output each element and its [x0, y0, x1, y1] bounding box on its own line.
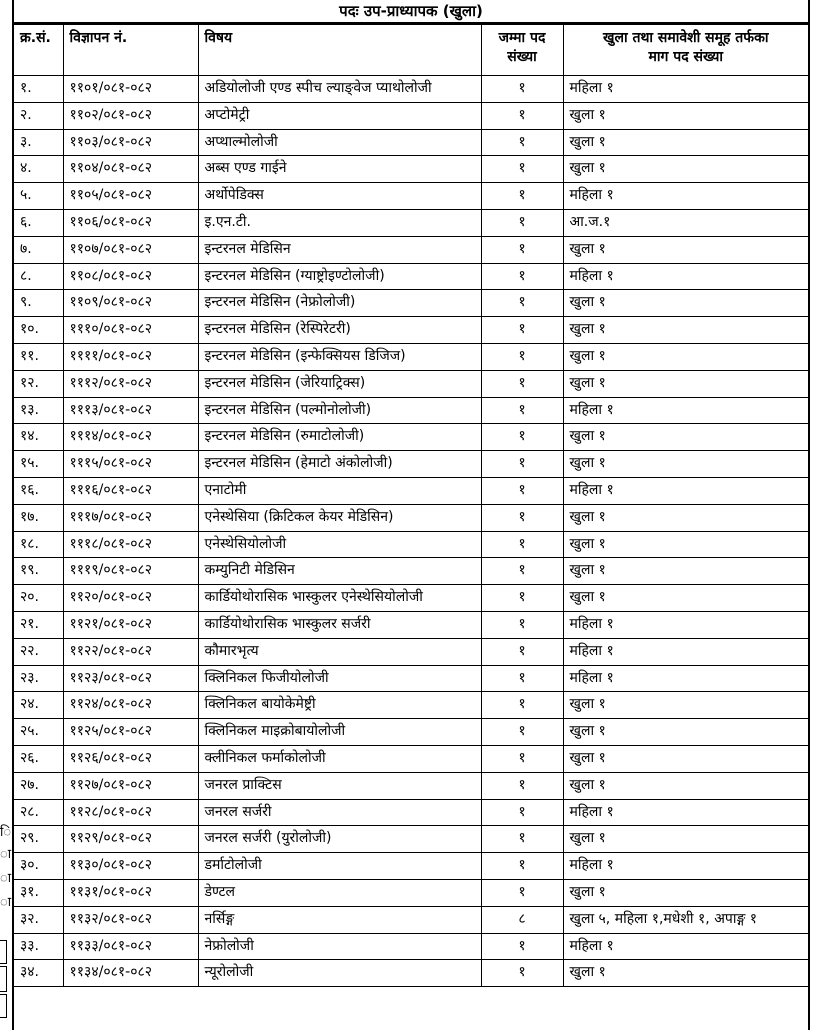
quota-cell: आ.ज.१ — [563, 209, 808, 236]
table-row — [14, 933, 808, 960]
quota-cell: खुला १ — [563, 719, 808, 746]
total-cell: १ — [481, 665, 563, 692]
table-row — [14, 424, 808, 451]
serial-cell: ३४. — [14, 960, 63, 987]
serial-cell: २८. — [14, 799, 63, 826]
ad-no-cell: ११०५/०८१-०८२ — [63, 183, 198, 210]
subject-cell: एनाटोमी — [198, 477, 481, 504]
subject-cell: जनरल सर्जरी (युरोलोजी) — [198, 826, 481, 853]
total-cell: १ — [481, 209, 563, 236]
margin-box — [0, 994, 7, 1018]
serial-cell: १४. — [14, 424, 63, 451]
quota-cell: महिला १ — [563, 183, 808, 210]
quota-cell: खुला १ — [563, 290, 808, 317]
subject-cell: इन्टरनल मेडिसिन (रुमाटोलोजी) — [198, 424, 481, 451]
serial-cell: १८. — [14, 531, 63, 558]
total-cell: १ — [481, 504, 563, 531]
ad-no-cell: १११२/०८१-०८२ — [63, 370, 198, 397]
total-cell: १ — [481, 879, 563, 906]
table-row — [14, 745, 808, 772]
ad-no-cell: ११२३/०८१-०८२ — [63, 665, 198, 692]
ad-no-cell: ११३२/०८१-०८२ — [63, 906, 198, 933]
table-row — [14, 477, 808, 504]
ad-no-cell: ११०७/०८१-०८२ — [63, 236, 198, 263]
quota-cell: महिला १ — [563, 665, 808, 692]
table-row — [14, 853, 808, 880]
serial-cell: १०. — [14, 317, 63, 344]
serial-cell: १९. — [14, 558, 63, 585]
quota-cell: खुला १ — [563, 692, 808, 719]
ad-no-cell: ११०६/०८१-०८२ — [63, 209, 198, 236]
header-row — [14, 25, 808, 76]
quota-cell: खुला ५, महिला १,मधेशी १, अपाङ्ग १ — [563, 906, 808, 933]
table-row — [14, 263, 808, 290]
total-cell: १ — [481, 853, 563, 880]
serial-cell: १६. — [14, 477, 63, 504]
total-cell: १ — [481, 102, 563, 129]
ad-no-cell: ११०२/०८१-०८२ — [63, 102, 198, 129]
table-row — [14, 343, 808, 370]
table-row — [14, 76, 808, 103]
post-title: पदः उप-प्राध्यापक (खुला) — [14, 0, 808, 24]
serial-cell: २७. — [14, 772, 63, 799]
total-cell: १ — [481, 129, 563, 156]
serial-cell: २५. — [14, 719, 63, 746]
quota-cell: महिला १ — [563, 638, 808, 665]
table-row — [14, 665, 808, 692]
serial-cell: २६. — [14, 745, 63, 772]
serial-cell: ४. — [14, 156, 63, 183]
margin-box — [0, 940, 7, 964]
subject-cell: अप्टोमेट्री — [198, 102, 481, 129]
total-cell: १ — [481, 290, 563, 317]
table-row — [14, 772, 808, 799]
quota-cell: महिला १ — [563, 397, 808, 424]
table-row — [14, 799, 808, 826]
ad-no-cell: १११०/०८१-०८२ — [63, 317, 198, 344]
ad-no-cell: ११३३/०८१-०८२ — [63, 933, 198, 960]
quota-cell: खुला १ — [563, 531, 808, 558]
table-row — [14, 826, 808, 853]
total-cell: १ — [481, 343, 563, 370]
quota-cell: खुला १ — [563, 960, 808, 987]
subject-cell: इन्टरनल मेडिसिन (हेमाटो अंकोलोजी) — [198, 451, 481, 478]
quota-cell: खुला १ — [563, 424, 808, 451]
ad-no-cell: ११२७/०८१-०८२ — [63, 772, 198, 799]
quota-cell: खुला १ — [563, 585, 808, 612]
ad-no-cell: ११०१/०८१-०८२ — [63, 76, 198, 103]
ad-no-cell: ११२९/०८१-०८२ — [63, 826, 198, 853]
subject-cell: इन्टरनल मेडिसिन (ग्याष्ट्रोइण्टोलोजी) — [198, 263, 481, 290]
margin-fragment: ि — [0, 825, 12, 840]
ad-no-cell: १११३/०८१-०८२ — [63, 397, 198, 424]
ad-no-cell: ११०८/०८१-०८२ — [63, 263, 198, 290]
quota-cell: खुला १ — [563, 558, 808, 585]
serial-cell: २४. — [14, 692, 63, 719]
ad-no-cell: ११०३/०८१-०८२ — [63, 129, 198, 156]
quota-cell: महिला १ — [563, 799, 808, 826]
quota-cell: खुला १ — [563, 343, 808, 370]
header-serial: क्र.सं. — [14, 25, 63, 76]
serial-cell: ११. — [14, 343, 63, 370]
table-row — [14, 879, 808, 906]
ad-no-cell: ११२०/०८१-०८२ — [63, 585, 198, 612]
quota-cell: खुला १ — [563, 451, 808, 478]
serial-cell: २०. — [14, 585, 63, 612]
total-cell: १ — [481, 826, 563, 853]
table-row — [14, 290, 808, 317]
quota-cell: खुला १ — [563, 745, 808, 772]
serial-cell: २२. — [14, 638, 63, 665]
subject-cell: इन्टरनल मेडिसिन (जेरियाट्रिक्स) — [198, 370, 481, 397]
subject-cell: कार्डियोथोरासिक भास्कुलर एनेस्थेसियोलोजी — [198, 585, 481, 612]
table-row — [14, 558, 808, 585]
serial-cell: ३. — [14, 129, 63, 156]
serial-cell: २. — [14, 102, 63, 129]
total-cell: १ — [481, 451, 563, 478]
total-cell: १ — [481, 558, 563, 585]
serial-cell: २१. — [14, 611, 63, 638]
subject-cell: अब्स एण्ड गाईने — [198, 156, 481, 183]
ad-no-cell: ११०९/०८१-०८२ — [63, 290, 198, 317]
quota-cell: खुला १ — [563, 772, 808, 799]
total-cell: १ — [481, 531, 563, 558]
table-row — [14, 209, 808, 236]
subject-cell: अप्थाल्मोलोजी — [198, 129, 481, 156]
quota-cell: खुला १ — [563, 370, 808, 397]
quota-cell: खुला १ — [563, 317, 808, 344]
subject-cell: नेफ्रोलोजी — [198, 933, 481, 960]
subject-cell: जनरल प्राक्टिस — [198, 772, 481, 799]
margin-box — [0, 966, 7, 992]
serial-cell: ३३. — [14, 933, 63, 960]
subject-cell: जनरल सर्जरी — [198, 799, 481, 826]
subject-cell: नर्सिङ्ग — [198, 906, 481, 933]
ad-no-cell: ११११/०८१-०८२ — [63, 343, 198, 370]
subject-cell: क्लीनिकल फर्माकोलोजी — [198, 745, 481, 772]
subject-cell: क्लिनिकल बायोकेमेष्ट्री — [198, 692, 481, 719]
quota-cell: महिला १ — [563, 853, 808, 880]
quota-cell: महिला १ — [563, 263, 808, 290]
table-row — [14, 960, 808, 987]
total-cell: १ — [481, 799, 563, 826]
ad-no-cell: १११९/०८१-०८२ — [63, 558, 198, 585]
table-row — [14, 317, 808, 344]
total-cell: १ — [481, 156, 563, 183]
quota-cell: खुला १ — [563, 879, 808, 906]
table-row — [14, 611, 808, 638]
serial-cell: ६. — [14, 209, 63, 236]
ad-no-cell: ११२१/०८१-०८२ — [63, 611, 198, 638]
table-row — [14, 906, 808, 933]
table-row — [14, 451, 808, 478]
subject-cell: इन्टरनल मेडिसिन (नेफ्रोलोजी) — [198, 290, 481, 317]
total-cell: १ — [481, 477, 563, 504]
quota-cell: महिला १ — [563, 611, 808, 638]
ad-no-cell: ११३४/०८१-०८२ — [63, 960, 198, 987]
subject-cell: इन्टरनल मेडिसिन (पल्मोनोलोजी) — [198, 397, 481, 424]
subject-cell: इ.एन.टी. — [198, 209, 481, 236]
quota-cell: खुला १ — [563, 102, 808, 129]
quota-cell: खुला १ — [563, 504, 808, 531]
subject-cell: अर्थोपेडिक्स — [198, 183, 481, 210]
serial-cell: ८. — [14, 263, 63, 290]
table-row — [14, 129, 808, 156]
total-cell: १ — [481, 370, 563, 397]
subject-cell: इन्टरनल मेडिसिन — [198, 236, 481, 263]
subject-cell: कौमारभृत्य — [198, 638, 481, 665]
subject-cell: न्यूरोलोजी — [198, 960, 481, 987]
total-cell: १ — [481, 719, 563, 746]
header-subject: विषय — [198, 25, 481, 76]
ad-no-cell: १११६/०८१-०८२ — [63, 477, 198, 504]
total-cell: १ — [481, 692, 563, 719]
ad-no-cell: ११२२/०८१-०८२ — [63, 638, 198, 665]
total-cell: १ — [481, 424, 563, 451]
table-body — [14, 76, 808, 987]
header-quota: खुला तथा समावेशी समूह तर्फका माग पद संख्या — [563, 25, 808, 76]
subject-cell: डर्माटोलोजी — [198, 853, 481, 880]
ad-no-cell: ११२८/०८१-०८२ — [63, 799, 198, 826]
subject-cell: एनेस्थेसियोलोजी — [198, 531, 481, 558]
total-cell: १ — [481, 745, 563, 772]
subject-cell: इन्टरनल मेडिसिन (इन्फेक्सियस डिजिज) — [198, 343, 481, 370]
subject-cell: कार्डियोथोरासिक भास्कुलर सर्जरी — [198, 611, 481, 638]
vacancy-document — [12, 0, 810, 1030]
table-row — [14, 504, 808, 531]
subject-cell: डेण्टल — [198, 879, 481, 906]
subject-cell: अडियोलोजी एण्ड स्पीच ल्याङ्वेज प्याथोलोजी — [198, 76, 481, 103]
quota-cell: महिला १ — [563, 933, 808, 960]
margin-fragment: ा — [0, 895, 12, 910]
ad-no-cell: ११३०/०८१-०८२ — [63, 853, 198, 880]
serial-cell: १. — [14, 76, 63, 103]
margin-fragment: ा — [0, 871, 12, 886]
serial-cell: २३. — [14, 665, 63, 692]
ad-no-cell: १११५/०८१-०८२ — [63, 451, 198, 478]
total-cell: १ — [481, 263, 563, 290]
serial-cell: २९. — [14, 826, 63, 853]
total-cell: १ — [481, 183, 563, 210]
quota-cell: खुला १ — [563, 129, 808, 156]
table-row — [14, 102, 808, 129]
serial-cell: १७. — [14, 504, 63, 531]
quota-cell: खुला १ — [563, 156, 808, 183]
ad-no-cell: १११४/०८१-०८२ — [63, 424, 198, 451]
table-row — [14, 183, 808, 210]
table-row — [14, 397, 808, 424]
serial-cell: ९. — [14, 290, 63, 317]
table-row — [14, 638, 808, 665]
quota-cell: खुला १ — [563, 826, 808, 853]
subject-cell: क्लिनिकल फिजीयोलोजी — [198, 665, 481, 692]
serial-cell: १२. — [14, 370, 63, 397]
serial-cell: ३०. — [14, 853, 63, 880]
table-row — [14, 370, 808, 397]
total-cell: १ — [481, 960, 563, 987]
quota-cell: महिला १ — [563, 477, 808, 504]
ad-no-cell: ११२५/०८१-०८२ — [63, 719, 198, 746]
subject-cell: क्लिनिकल माइक्रोबायोलोजी — [198, 719, 481, 746]
table-row — [14, 531, 808, 558]
ad-no-cell: ११३१/०८१-०८२ — [63, 879, 198, 906]
left-margin-fragments — [0, 0, 12, 1024]
serial-cell: ३२. — [14, 906, 63, 933]
total-cell: १ — [481, 772, 563, 799]
serial-cell: १५. — [14, 451, 63, 478]
table-row — [14, 692, 808, 719]
total-cell: १ — [481, 397, 563, 424]
ad-no-cell: १११८/०८१-०८२ — [63, 531, 198, 558]
subject-cell: कम्युनिटी मेडिसिन — [198, 558, 481, 585]
total-cell: १ — [481, 933, 563, 960]
quota-cell: महिला १ — [563, 76, 808, 103]
serial-cell: ३१. — [14, 879, 63, 906]
header-ad-no: विज्ञापन नं. — [63, 25, 198, 76]
table-row — [14, 236, 808, 263]
ad-no-cell: ११२६/०८१-०८२ — [63, 745, 198, 772]
total-cell: १ — [481, 585, 563, 612]
subject-cell: इन्टरनल मेडिसिन (रेस्पिरेटरी) — [198, 317, 481, 344]
serial-cell: ५. — [14, 183, 63, 210]
total-cell: १ — [481, 611, 563, 638]
table-row — [14, 156, 808, 183]
subject-cell: एनेस्थेसिया (क्रिटिकल केयर मेडिसिन) — [198, 504, 481, 531]
total-cell: १ — [481, 76, 563, 103]
total-cell: १ — [481, 317, 563, 344]
serial-cell: १३. — [14, 397, 63, 424]
table-row — [14, 719, 808, 746]
total-cell: ८ — [481, 906, 563, 933]
serial-cell: ७. — [14, 236, 63, 263]
vacancy-table — [14, 24, 808, 987]
ad-no-cell: १११७/०८१-०८२ — [63, 504, 198, 531]
table-row — [14, 585, 808, 612]
ad-no-cell: ११२४/०८१-०८२ — [63, 692, 198, 719]
total-cell: १ — [481, 638, 563, 665]
total-cell: १ — [481, 236, 563, 263]
quota-cell: खुला १ — [563, 236, 808, 263]
header-total-posts: जम्मा पद संख्या — [481, 25, 563, 76]
margin-fragment: ा — [0, 847, 12, 862]
ad-no-cell: ११०४/०८१-०८२ — [63, 156, 198, 183]
